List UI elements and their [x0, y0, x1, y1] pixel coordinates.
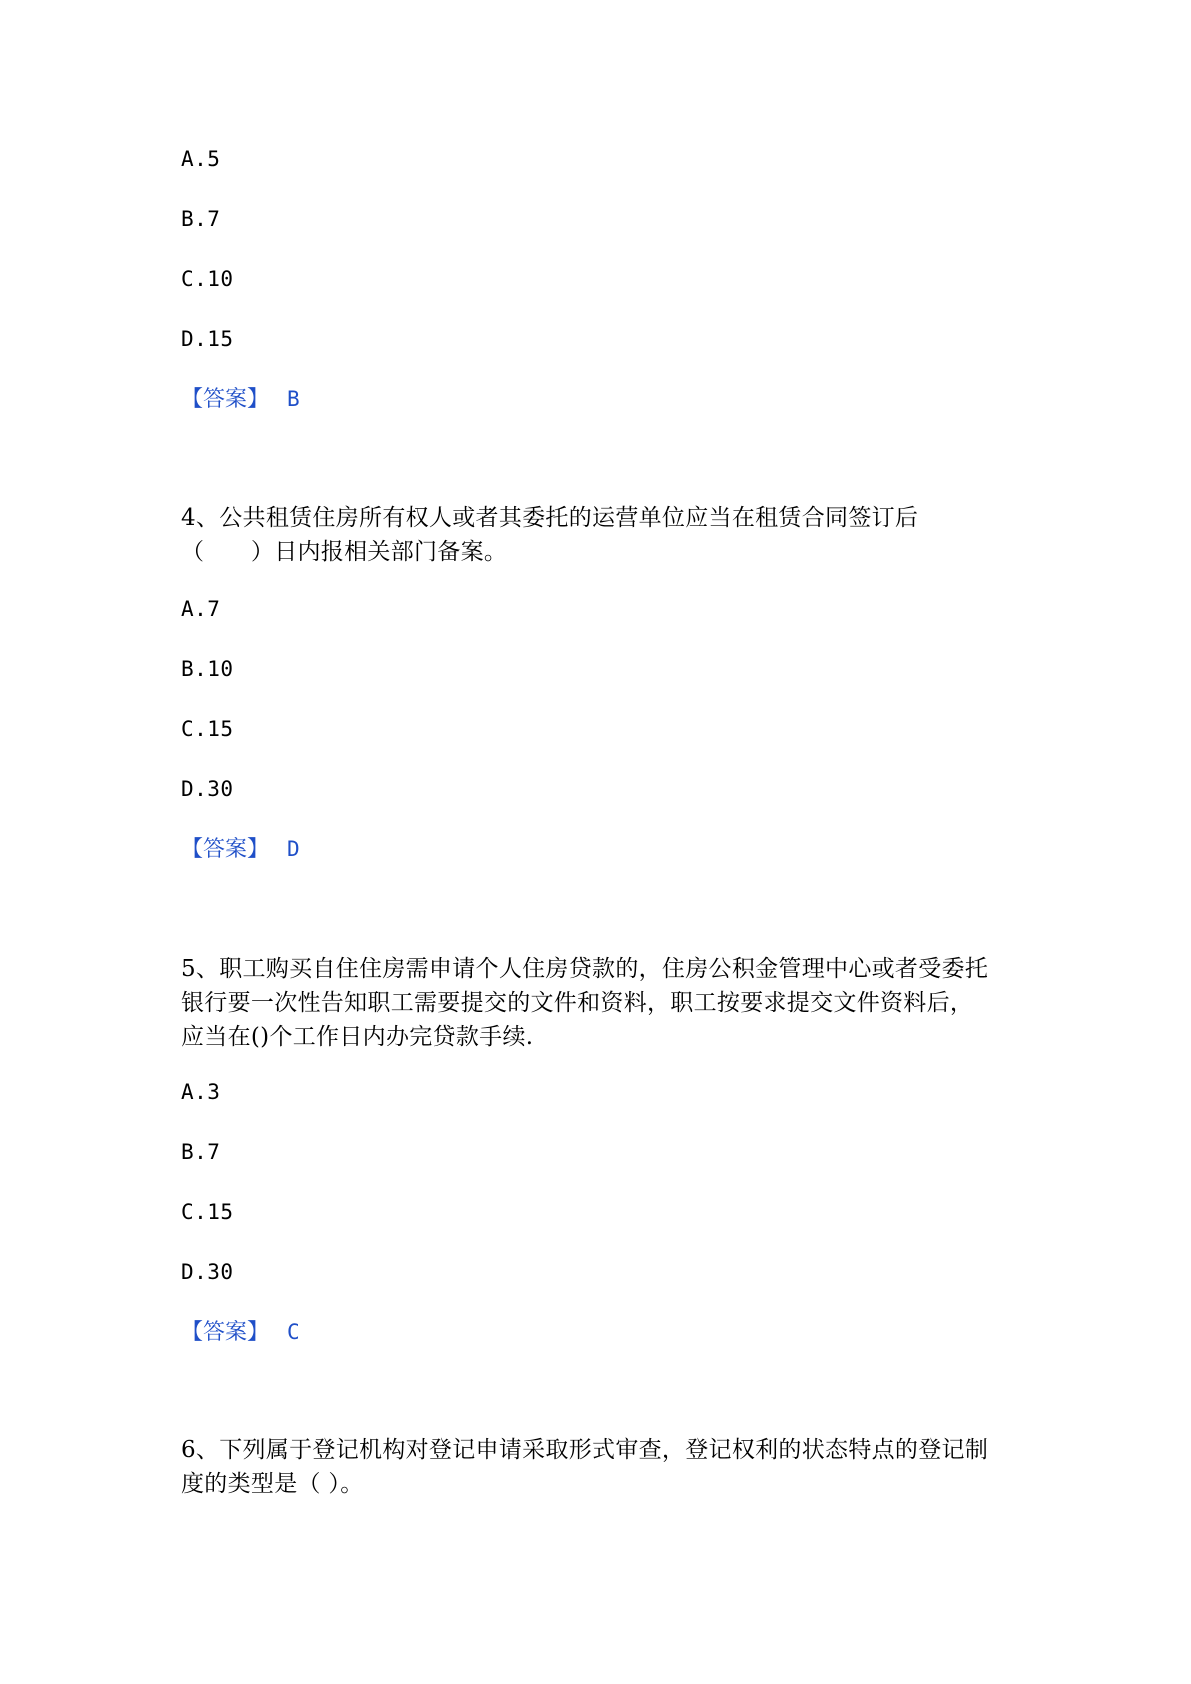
answer-label: 【答案】	[181, 1320, 270, 1345]
answer-value: C	[287, 1320, 300, 1344]
answer-value: B	[287, 387, 300, 411]
answer-line	[181, 833, 300, 866]
option-c: C.10	[181, 267, 234, 291]
answer-label: 【答案】	[181, 387, 270, 412]
option-a: A.7	[181, 597, 221, 621]
answer-value: D	[287, 837, 300, 861]
option-d: D.15	[181, 327, 234, 351]
option-a: A.5	[181, 147, 221, 171]
option-b: B.7	[181, 1140, 221, 1164]
answer-line	[181, 383, 300, 416]
question-text-line: 5、职工购买自住住房需申请个人住房贷款的，住房公积金管理中心或者受委托	[181, 956, 989, 982]
option-c: C.15	[181, 1200, 234, 1224]
option-d: D.30	[181, 777, 234, 801]
option-b: B.7	[181, 207, 221, 231]
option-d: D.30	[181, 1260, 234, 1284]
answer-label: 【答案】	[181, 837, 270, 862]
question-text-line: 6、下列属于登记机构对登记申请采取形式审查，登记权利的状态特点的登记制	[181, 1437, 989, 1463]
option-b: B.10	[181, 657, 234, 681]
answer-line	[181, 1316, 300, 1349]
question-text-line: （ ）日内报相关部门备案。	[181, 539, 508, 565]
option-a: A.3	[181, 1080, 221, 1104]
question-text-line: 银行要一次性告知职工需要提交的文件和资料，职工按要求提交文件资料后，	[181, 990, 974, 1016]
question-text-line: 4、公共租赁住房所有权人或者其委托的运营单位应当在租赁合同签订后	[181, 505, 919, 531]
option-c: C.15	[181, 717, 234, 741]
question-text-line: 应当在()个工作日内办完贷款手续.	[181, 1024, 534, 1050]
question-text-line: 度的类型是（ ）。	[181, 1471, 364, 1497]
